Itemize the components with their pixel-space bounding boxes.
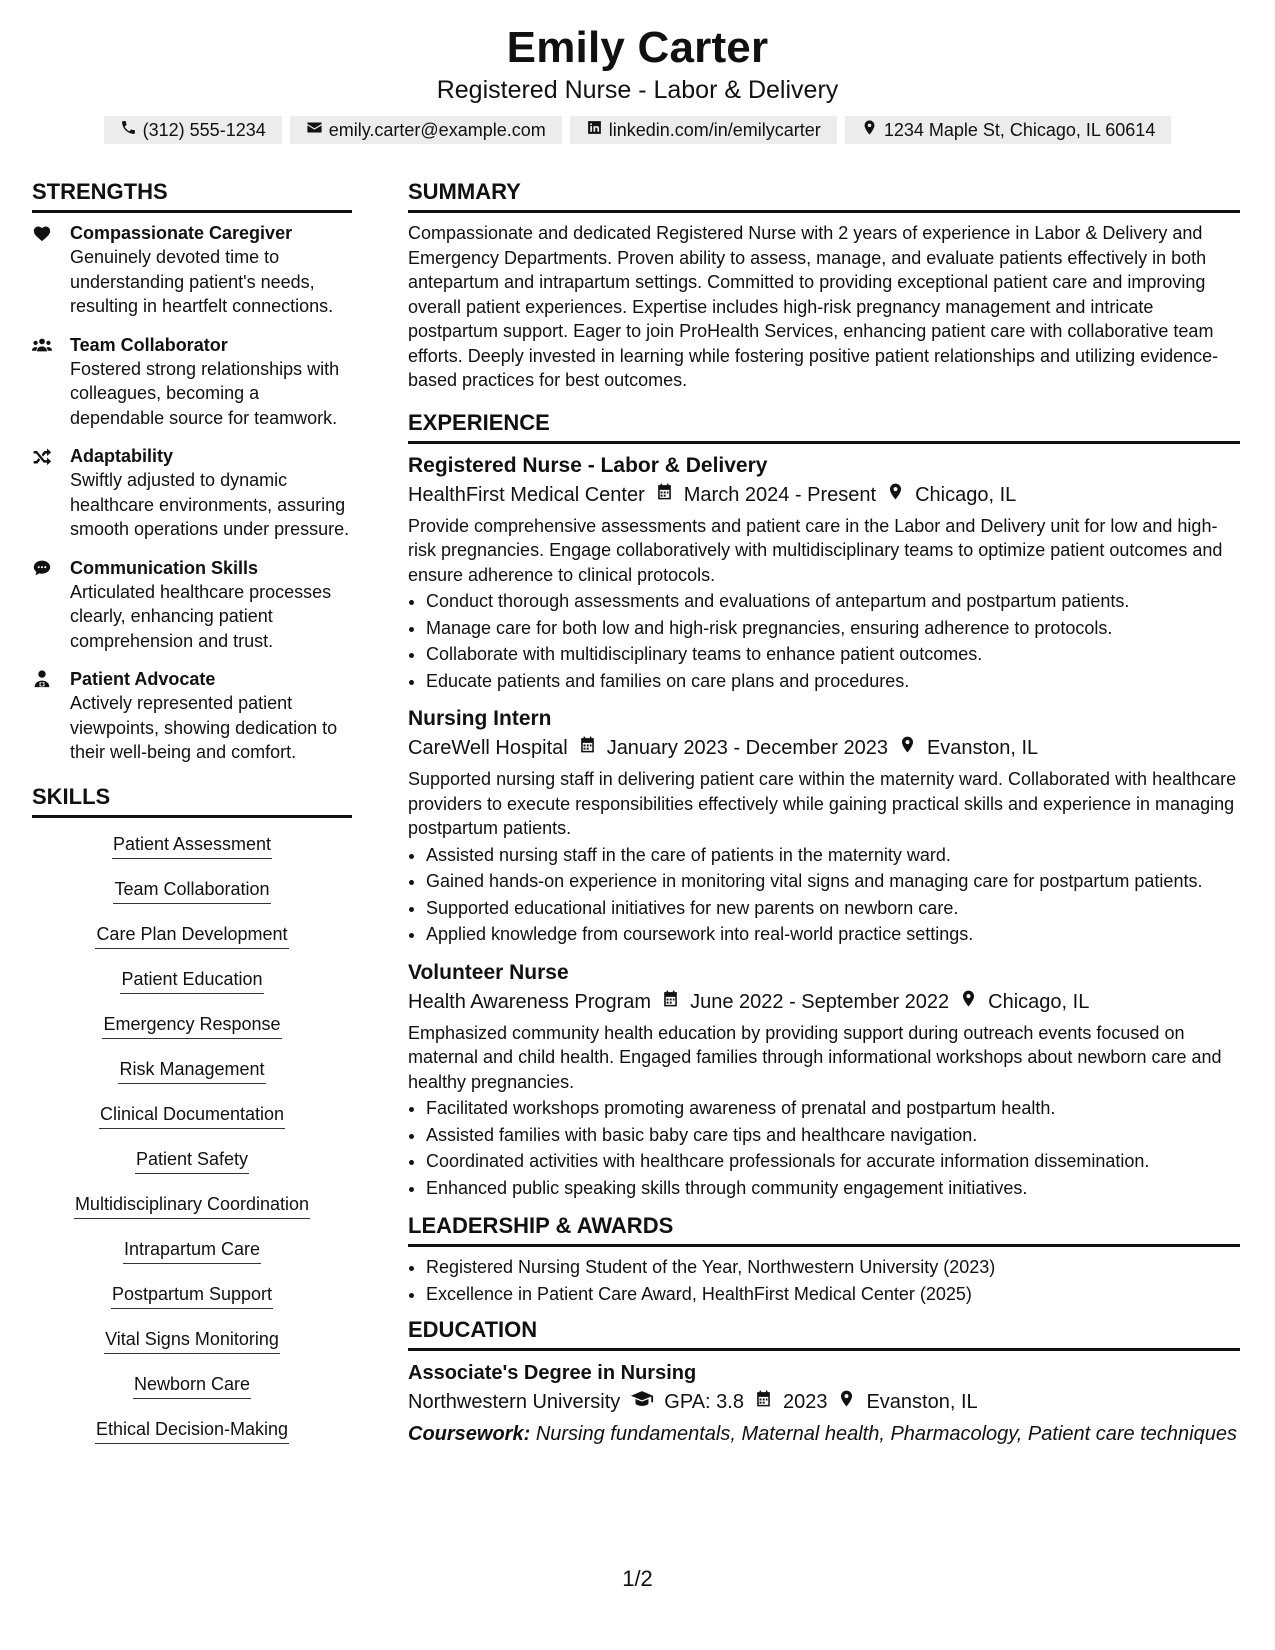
heart-icon	[32, 221, 70, 319]
job-title: Volunteer Nurse	[408, 960, 569, 984]
award-item: • Excellence in Patient Care Award, HealthFirst Medical Center (2025)	[426, 1282, 1240, 1307]
skills-section	[32, 783, 352, 1462]
skill-tag: Ethical Decision-Making	[95, 1417, 289, 1444]
contact-linkedin-text: linkedin.com/in/emilycarter	[608, 120, 821, 140]
right-column	[408, 178, 1240, 1447]
job-bullet: • Enhanced public speaking skills through community engagement initiatives.	[426, 1176, 1240, 1201]
job-bullet: • Assisted nursing staff in the care of patients in the maternity ward.	[426, 843, 1240, 868]
strengths-section	[32, 178, 352, 765]
skill-tag: Newborn Care	[133, 1372, 251, 1399]
awards-heading: LEADERSHIP & AWARDS	[408, 1212, 1240, 1247]
strengths-heading: STRENGTHS	[32, 178, 352, 213]
job-entry	[408, 959, 1240, 1201]
job-description: Supported nursing staff in delivering patient care within the maternity ward. Collaborated with healthcare providers to execute responsibilities effectively while gaining practical skills and experience in managing postpartum patients.	[408, 769, 1237, 838]
job-bullet: • Gained hands-on experience in monitoring vital signs and managing care for postpartum patients.	[426, 869, 1240, 894]
skill-list	[32, 826, 352, 1462]
job-bullet: • Facilitated workshops promoting awareness of prenatal and postpartum health.	[426, 1096, 1240, 1121]
job-location: Chicago, IL	[988, 990, 1090, 1013]
job-bullet: • Applied knowledge from coursework into real-world practice settings.	[426, 922, 1240, 947]
job-org: Health Awareness Program	[408, 990, 652, 1013]
strength-title: Communication Skills	[70, 557, 259, 578]
strength-title: Team Collaborator	[70, 334, 228, 355]
summary-text: Compassionate and dedicated Registered Nurse with 2 years of experience in Labor & Delivery and Emergency Departments. Proven ability to assess, manage, and evaluate patients effectively in both antepartum and intrapartum settings. Committed to providing exceptional patient care and improving overall patient experiences. Expertise includes high-risk pregnancy management and intricate postpartum support. Eager to join ProHealth Services, enhancing patient care with collaborative team efforts. Deeply invested in learning while fostering positive patient relationships and utilizing evidence-based practices for best outcomes.	[408, 223, 1219, 390]
shuffle-icon	[32, 444, 70, 542]
job-bullet: • Conduct thorough assessments and evaluations of antepartum and postpartum patients.	[426, 589, 1240, 614]
job-bullets	[408, 1096, 1240, 1200]
degree-title: Associate's Degree in Nursing	[408, 1362, 697, 1384]
map-pin-icon	[886, 480, 905, 510]
map-pin-icon	[837, 1387, 856, 1417]
job-bullet: • Coordinated activities with healthcare professionals for accurate information dissemination.	[426, 1149, 1240, 1174]
job-bullet: • Supported educational initiatives for new parents on newborn care.	[426, 896, 1240, 921]
job-bullet: • Collaborate with multidisciplinary teams to enhance patient outcomes.	[426, 642, 1240, 667]
coursework	[408, 1421, 1240, 1447]
contact-phone-text: (312) 555-1234	[142, 120, 266, 140]
job-title: Registered Nurse - Labor & Delivery	[408, 453, 768, 477]
resume-header	[0, 0, 1275, 144]
school-name: Northwestern University	[408, 1391, 621, 1413]
education-section	[408, 1316, 1240, 1447]
graduation-year: 2023	[782, 1391, 828, 1413]
education-meta	[408, 1387, 1240, 1417]
strength-desc: Swiftly adjusted to dynamic healthcare environments, assuring smooth operations under pressure.	[70, 470, 350, 539]
strength-item	[32, 333, 352, 431]
calendar-icon	[754, 1387, 773, 1417]
page-number: 1/2	[622, 1566, 653, 1591]
map-pin-icon	[959, 987, 978, 1017]
calendar-icon	[655, 480, 674, 510]
job-bullet: • Manage care for both low and high-risk pregnancies, ensuring adherence to protocols.	[426, 616, 1240, 641]
strength-title: Patient Advocate	[70, 669, 216, 689]
education-location: Evanston, IL	[866, 1391, 978, 1413]
awards-section	[408, 1212, 1240, 1306]
job-bullets	[408, 843, 1240, 947]
skill-tag: Emergency Response	[102, 1012, 281, 1039]
job-entry	[408, 705, 1240, 947]
contact-address	[845, 116, 1172, 144]
skill-tag: Intrapartum Care	[123, 1237, 261, 1264]
contact-phone[interactable]	[104, 116, 282, 144]
skills-heading: SKILLS	[32, 783, 352, 818]
map-pin-icon	[861, 118, 878, 142]
skill-tag: Clinical Documentation	[99, 1102, 285, 1129]
candidate-title: Registered Nurse - Labor & Delivery	[436, 76, 839, 104]
experience-section	[408, 409, 1240, 1201]
strength-item	[32, 221, 352, 319]
strength-item	[32, 667, 352, 765]
contact-linkedin[interactable]	[570, 116, 837, 144]
candidate-name: Emily Carter	[506, 23, 769, 72]
left-column	[32, 178, 352, 1462]
experience-heading: EXPERIENCE	[408, 409, 1240, 444]
job-location: Chicago, IL	[915, 483, 1017, 506]
chat-bubble-icon	[32, 556, 70, 654]
job-bullet: • Assisted families with basic baby care tips and healthcare navigation.	[426, 1123, 1240, 1148]
coursework-label: Coursework:	[408, 1423, 531, 1445]
calendar-icon	[578, 733, 597, 763]
strength-desc: Fostered strong relationships with colleagues, becoming a dependable source for teamwork.	[70, 358, 340, 428]
job-org: HealthFirst Medical Center	[408, 483, 645, 506]
map-pin-icon	[898, 733, 917, 763]
job-dates: January 2023 - December 2023	[606, 737, 888, 759]
strength-desc: Articulated healthcare processes clearly, enhancing patient comprehension and trust.	[70, 581, 332, 651]
job-meta	[408, 987, 1240, 1017]
gpa: GPA: 3.8	[664, 1391, 744, 1413]
skill-tag: Postpartum Support	[111, 1282, 273, 1309]
strength-title: Adaptability	[70, 446, 174, 466]
doctor-icon	[32, 667, 70, 765]
education-heading: EDUCATION	[408, 1316, 1240, 1351]
skill-tag: Multidisciplinary Coordination	[74, 1192, 310, 1219]
job-entry	[408, 452, 1240, 694]
job-location: Evanston, IL	[926, 737, 1039, 759]
job-meta	[408, 480, 1240, 510]
job-description: Provide comprehensive assessments and patient care in the Labor and Delivery unit for low and high-risk pregnancies. Engage collaboratively with multidisciplinary teams to optimize patient outcomes and ensure adherence to clinical protocols.	[408, 515, 1223, 585]
job-description: Emphasized community health education by providing support during outreach events focused on maternal and child health. Engaged families through informational workshops about newborn care and healthy pregnancies.	[408, 1022, 1222, 1092]
job-dates: June 2022 - September 2022	[690, 990, 950, 1013]
job-bullets	[408, 589, 1240, 693]
award-item: • Registered Nursing Student of the Year, Northwestern University (2023)	[426, 1255, 1240, 1280]
job-bullet: • Educate patients and families on care plans and procedures.	[426, 669, 1240, 694]
strength-title: Compassionate Caregiver	[70, 223, 293, 243]
phone-icon	[120, 118, 137, 142]
job-title: Nursing Intern	[408, 707, 552, 730]
contact-email[interactable]	[290, 116, 562, 144]
summary-heading: SUMMARY	[408, 178, 1240, 213]
job-dates: March 2024 - Present	[683, 483, 877, 506]
summary-section	[408, 178, 1240, 393]
users-icon	[32, 333, 70, 431]
skill-tag: Vital Signs Monitoring	[104, 1327, 280, 1354]
skill-tag: Risk Management	[118, 1057, 265, 1084]
envelope-icon	[306, 118, 323, 142]
strength-desc: Genuinely devoted time to understanding patient's needs, resulting in heartfelt connections.	[70, 247, 334, 316]
calendar-icon	[661, 987, 680, 1017]
strength-item	[32, 556, 352, 654]
contact-email-text: emily.carter@example.com	[328, 120, 546, 140]
strength-desc: Actively represented patient viewpoints, showing dedication to their well-being and comfort.	[70, 693, 338, 762]
graduation-cap-icon	[630, 1387, 654, 1417]
awards-list	[408, 1255, 1240, 1306]
skill-tag: Team Collaboration	[113, 877, 270, 904]
contact-bar	[0, 116, 1275, 144]
job-org: CareWell Hospital	[408, 737, 568, 759]
linkedin-icon	[586, 118, 603, 142]
coursework-text: Nursing fundamentals, Maternal health, Pharmacology, Patient care techniques	[535, 1423, 1237, 1445]
skill-tag: Patient Education	[120, 967, 263, 994]
skill-tag: Care Plan Development	[95, 922, 288, 949]
skill-tag: Patient Safety	[135, 1147, 249, 1174]
job-meta	[408, 733, 1240, 763]
contact-address-text: 1234 Maple St, Chicago, IL 60614	[883, 120, 1156, 140]
strength-item	[32, 444, 352, 542]
skill-tag: Patient Assessment	[112, 832, 272, 859]
